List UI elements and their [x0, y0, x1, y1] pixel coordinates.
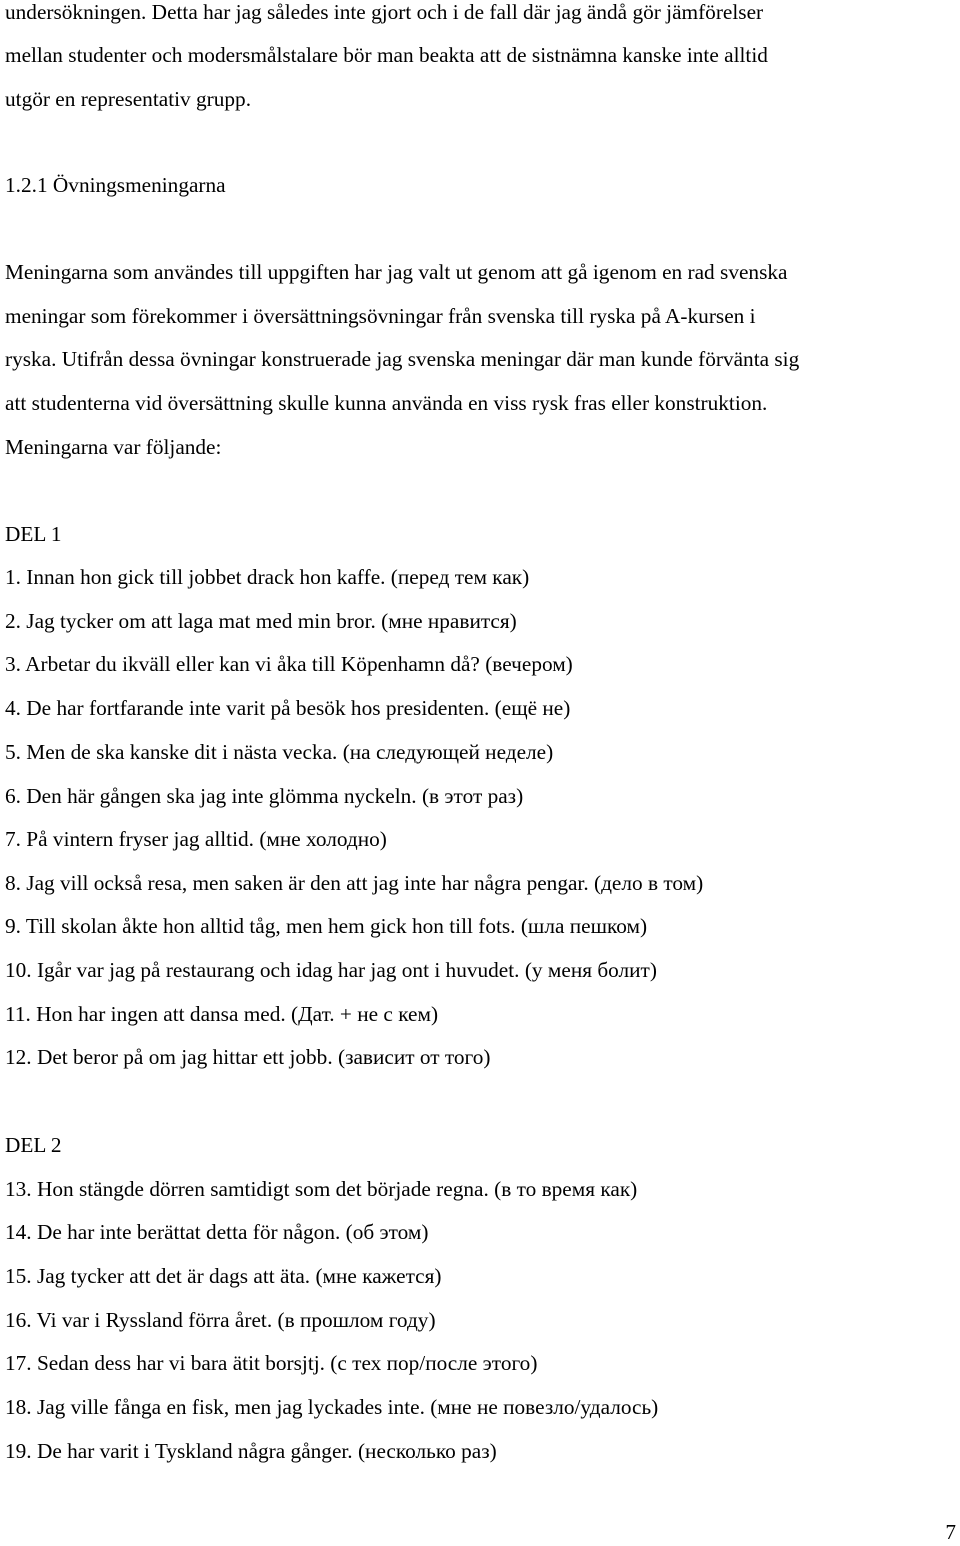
intro-line: mellan studenter och modersmålstalare bör man beakta att de sistnämna kanske inte alltid — [5, 43, 768, 67]
part1-item: 5. Men de ska kanske dit i nästa vecka. (на следующей неделе) — [5, 740, 554, 764]
part1-item: 11. Hon har ingen att dansa med. (Дат. + не с кем) — [5, 1002, 439, 1026]
part1-item: 7. På vintern fryser jag alltid. (мне холодно) — [5, 827, 387, 851]
body-line: meningar som förekommer i översättningsövningar från svenska till ryska på A-kursen i — [5, 304, 756, 328]
part2-item: 14. De har inte berättat detta för någon. (об этом) — [5, 1220, 429, 1244]
part1-item: 10. Igår var jag på restaurang och idag har jag ont i huvudet. (у меня болит) — [5, 958, 657, 982]
part2-item: 15. Jag tycker att det är dags att äta. (мне кажется) — [5, 1264, 442, 1288]
part2-item: 16. Vi var i Ryssland förra året. (в прошлом году) — [5, 1308, 436, 1332]
section-heading: 1.2.1 Övningsmeningarna — [5, 173, 226, 197]
part1-item: 4. De har fortfarande inte varit på besök hos presidenten. (ещё не) — [5, 696, 571, 720]
body-line: Meningarna som användes till uppgiften har jag valt ut genom att gå igenom en rad svenska — [5, 260, 788, 284]
part2-item: 13. Hon stängde dörren samtidigt som det började regna. (в то время как) — [5, 1177, 638, 1201]
intro-line: undersökningen. Detta har jag således inte gjort och i de fall där jag ändå gör jämförelser — [5, 0, 764, 24]
body-line: Meningarna var följande: — [5, 435, 222, 459]
part2-item: 18. Jag ville fånga en fisk, men jag lyckades inte. (мне не повезло/удалось) — [5, 1395, 659, 1419]
intro-line: utgör en representativ grupp. — [5, 87, 252, 111]
part1-heading: DEL 1 — [5, 522, 62, 546]
part1-item: 1. Innan hon gick till jobbet drack hon kaffe. (перед тем как) — [5, 565, 530, 589]
part2-heading: DEL 2 — [5, 1133, 62, 1157]
part1-item: 6. Den här gången ska jag inte glömma nyckeln. (в этот раз) — [5, 784, 524, 808]
body-line: att studenterna vid översättning skulle kunna använda en viss rysk fras eller konstruktion. — [5, 391, 768, 415]
part1-item: 12. Det beror på om jag hittar ett jobb. (зависит от того) — [5, 1045, 491, 1069]
body-line: ryska. Utifrån dessa övningar konstruerade jag svenska meningar där man kunde förvänta sig — [5, 347, 800, 371]
part1-item: 9. Till skolan åkte hon alltid tåg, men hem gick hon till fots. (шла пешком) — [5, 914, 648, 938]
part1-item: 8. Jag vill också resa, men saken är den att jag inte har några pengar. (дело в том) — [5, 871, 704, 895]
part2-item: 19. De har varit i Tyskland några gånger. (несколько раз) — [5, 1439, 497, 1463]
part2-item: 17. Sedan dess har vi bara ätit borsjtj. (с тех пор/после этого) — [5, 1351, 538, 1375]
page-number: 7 — [945, 1520, 956, 1544]
part1-item: 3. Arbetar du ikväll eller kan vi åka till Köpenhamn då? (вечером) — [5, 652, 573, 676]
part1-item: 2. Jag tycker om att laga mat med min bror. (мне нравится) — [5, 609, 517, 633]
